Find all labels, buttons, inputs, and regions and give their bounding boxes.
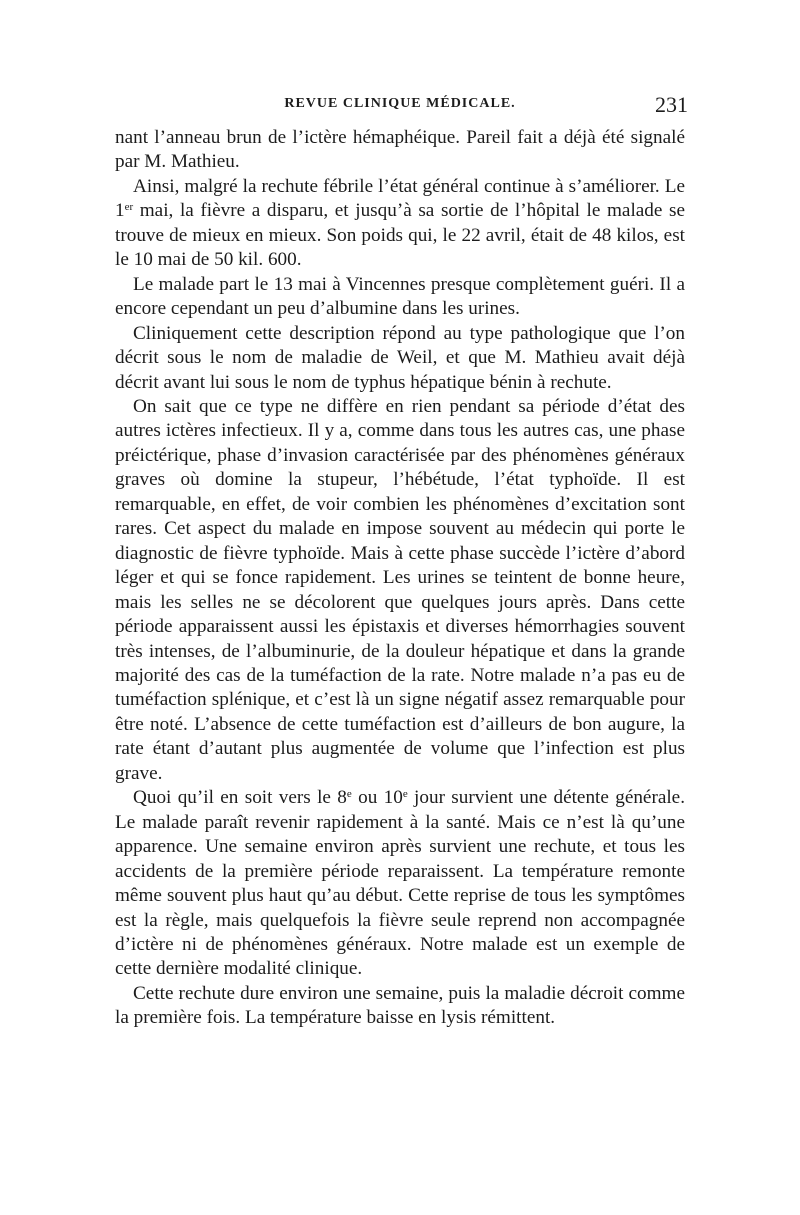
paragraph-text: Quoi qu’il en soit vers le 8 — [133, 787, 347, 809]
paragraph — [115, 982, 685, 1031]
paragraph — [115, 786, 685, 982]
paragraph-text: On sait que ce type ne diffère en rien pendant sa période d’état des autres ictères infectieux. Il y a, comme dans tous les autres cas, une phase préictérique, phase d’invasion caractérisée par des phénomènes généraux graves où domine la stupeur, l’hébétude, l’état typhoïde. Il est remarquable, en effet, de voir combien les phénomènes d’excitation sont rares. Cet aspect du malade en impose souvent au médecin qui porte le diagnostic de fièvre typhoïde. Mais à cette phase succède l’ictère d’abord léger et qui se fonce rapidement. Les urines se teintent de bonne heure, mais les selles ne se décolorent que quelques jours après. Dans cette période apparaissent aussi les épistaxis et diverses hémorrhagies souvent très intenses, de l’albuminurie, de la douleur hépatique et dans la grande majorité des cas de la tuméfaction de la rate. Notre malade n’a pas eu de tuméfaction splénique, et c’est là un signe négatif assez remarquable pour être noté. L’absence de cette tuméfaction est d’ailleurs de bon augure, la rate étant d’autant plus augmentée de volume que l’infection est plus grave. — [115, 395, 685, 784]
running-title: REVUE CLINIQUE MÉDICALE. — [284, 96, 516, 111]
ordinal-suffix: e — [346, 788, 352, 801]
paragraph — [115, 175, 685, 273]
running-header — [116, 92, 688, 118]
paragraph — [115, 273, 685, 322]
paragraph-continued — [115, 126, 685, 175]
paragraph-text: mai, la fièvre a disparu, et jusqu’à sa sortie de l’hôpital le malade se trouve de mieux en mieux. Son poids qui, le 22 avril, était de 48 kilos, est le 10 mai de 50 kil. 600. — [115, 200, 685, 271]
paragraph-text: Ainsi, malgré la rechute fébrile l’état général continue à s’améliorer. Le 1 — [115, 175, 685, 222]
paragraph-text: Cliniquement cette description répond au type pathologique que l’on décrit sous le nom de maladie de Weil, et que M. Mathieu avait déjà décrit avant lui sous le nom de typhus hépatique bénin à rechute. — [115, 322, 685, 393]
paragraph-text: Cette rechute dure environ une semaine, puis la maladie décroit comme la première fois. La température baisse en lysis rémittent. — [115, 982, 685, 1029]
paragraph-text: jour survient une détente générale. Le malade paraît revenir rapidement à la santé. Mais ce n’est là qu’une apparence. Une semaine environ après survient une rechute, et tous les accidents de la première période reparaissent. La température remonte même souvent plus haut qu’au début. Cette reprise de tous les symptômes est la règle, mais quelquefois la fièvre seule reprend non accompagnée d’ictère ni de phénomènes généraux. Notre malade est un exemple de cette dernière modalité clinique. — [115, 787, 685, 980]
page-number: 231 — [655, 92, 688, 117]
paragraph-text: ou 10 — [351, 787, 403, 809]
paragraph — [115, 322, 685, 395]
paragraph — [115, 395, 685, 786]
ordinal-suffix: er — [124, 201, 134, 214]
paragraph-text: nant l’anneau brun de l’ictère hémaphéique. Pareil fait a déjà été signalé par M. Mathieu. — [115, 127, 685, 173]
body-text — [115, 126, 685, 1031]
ordinal-suffix: e — [402, 788, 408, 801]
paragraph-text: Le malade part le 13 mai à Vincennes presque complètement guéri. Il a encore cependant un peu d’albumine dans les urines. — [115, 273, 685, 320]
